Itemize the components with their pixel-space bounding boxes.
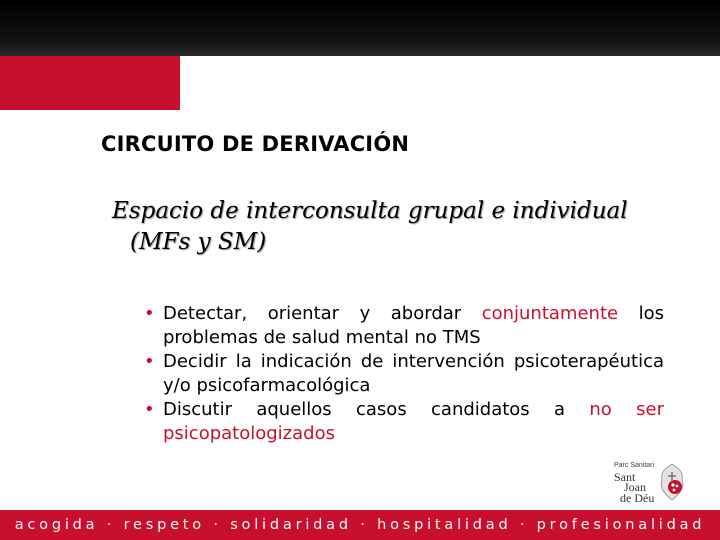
bullet-item [144,398,664,446]
bullet-item [144,302,664,350]
bullet-icon: • [144,399,155,420]
bullet-highlight: conjuntamente [481,303,619,324]
subtitle-line-2: (MFs y SM) [130,229,267,255]
red-accent-block [0,56,180,110]
logo-text-joan: Joan [624,480,646,494]
subtitle-line-1: Espacio de interconsulta grupal e individual [112,198,628,224]
bullet-text: Detectar, orientar y abordar [163,303,482,324]
logo-text-de-deu: de Déu [620,491,655,505]
bullet-highlight: no ser psicopatologizados [163,399,664,444]
bullet-list [144,302,664,446]
hospital-logo [608,458,690,508]
logo-text-sant: Sant [614,470,636,484]
bullet-item [144,350,664,398]
footer-tagline: acogida · respeto · solidaridad · hospitalidad · profesionalidad [0,510,720,540]
bullet-icon: • [144,303,155,324]
bullet-text: Decidir la indicación de intervención psicoterapéutica y/o psicofarmacológica [163,351,664,396]
bullet-text: Discutir aquellos casos candidatos a [163,399,590,420]
slide-subtitle [112,196,672,258]
slide-title: CIRCUITO DE DERIVACIÓN [101,132,410,156]
bullet-icon: • [144,351,155,372]
logo-emblem-icon [656,462,688,502]
top-header-bar [0,0,720,56]
bullet-text-tail: los problemas de salud mental no TMS [163,303,664,348]
logo-text-small: Parc Sanitari [614,462,655,469]
